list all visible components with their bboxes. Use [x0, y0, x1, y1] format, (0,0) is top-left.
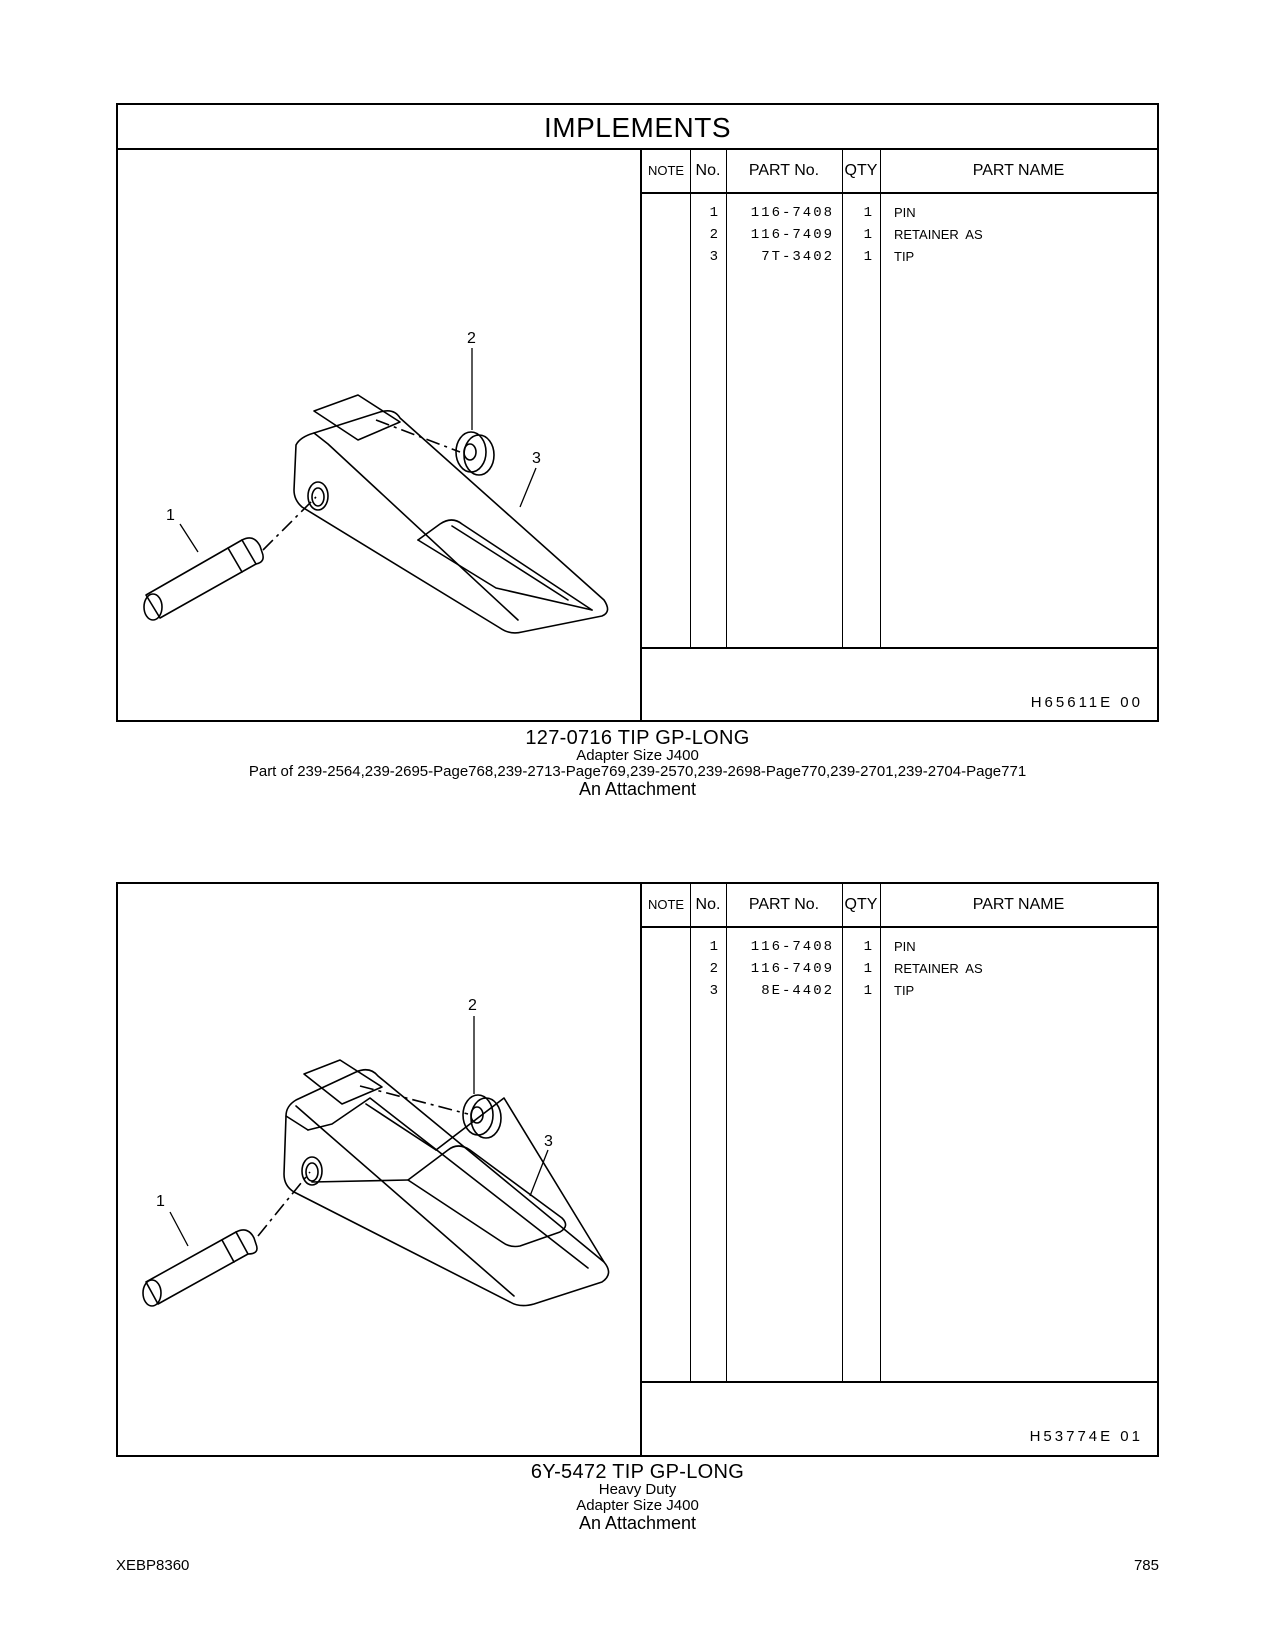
table-footer-rule [642, 647, 1157, 649]
part-name: TIP [894, 983, 915, 998]
callout-label: 1 [166, 507, 175, 524]
item-no: 3 [709, 983, 718, 999]
quantity: 1 [863, 983, 872, 999]
caption-line: Heavy Duty [598, 1481, 677, 1498]
caption-line: Part of 239-2564,239-2695-Page768,239-2713-Page769,239-2570,239-2698-Page770,239-2701,239-2704-Page771 [248, 763, 1027, 780]
header-qty: QTY [844, 162, 878, 179]
caption-1 [0, 728, 1275, 798]
callout-label: 2 [468, 997, 477, 1014]
table-row [642, 204, 1157, 226]
part-name: RETAINER AS [894, 227, 983, 242]
parts-rows [642, 938, 1157, 1004]
header-no: No. [695, 896, 721, 913]
callout-label: 1 [156, 1193, 165, 1210]
parts-table-1 [640, 150, 1157, 720]
drawing-number: H53774E 01 [1029, 1428, 1143, 1445]
callout-label: 3 [532, 450, 541, 467]
quantity: 1 [863, 249, 872, 265]
header-part-no: PART No. [748, 896, 820, 913]
parts-illustration-1 [118, 150, 640, 722]
caption-line: Adapter Size J400 [576, 1497, 699, 1514]
section-title: IMPLEMENTS [118, 105, 1157, 150]
callout-label: 3 [544, 1133, 553, 1150]
attachment-label: An Attachment [578, 779, 697, 799]
table-row [642, 248, 1157, 270]
attachment-label: An Attachment [578, 1513, 697, 1533]
parts-frame-1 [116, 103, 1159, 722]
quantity: 1 [863, 205, 872, 221]
table-row [642, 982, 1157, 1004]
caption-2 [0, 1462, 1275, 1532]
assembly-title: 6Y-5472 TIP GP-LONG [530, 1461, 745, 1483]
part-number: 116-7408 [750, 205, 834, 221]
header-part-name: PART NAME [972, 896, 1065, 913]
parts-frame-2 [116, 882, 1159, 1457]
parts-illustration-2 [118, 884, 640, 1455]
quantity: 1 [863, 961, 872, 977]
table-row [642, 226, 1157, 248]
header-no: No. [695, 162, 721, 179]
parts-table-2 [640, 884, 1157, 1455]
part-name: PIN [894, 205, 916, 220]
part-number: 8E-4402 [761, 983, 834, 999]
part-name: RETAINER AS [894, 961, 983, 976]
header-part-no: PART No. [748, 162, 820, 179]
item-no: 1 [709, 939, 718, 955]
document-id: XEBP8360 [116, 1557, 190, 1574]
quantity: 1 [863, 939, 872, 955]
part-number: 116-7409 [750, 961, 834, 977]
header-note: NOTE [647, 897, 685, 912]
table-header [642, 884, 1157, 928]
header-part-name: PART NAME [972, 162, 1065, 179]
item-no: 2 [709, 227, 718, 243]
caption-line: Adapter Size J400 [576, 747, 699, 764]
table-row [642, 960, 1157, 982]
table-footer-rule [642, 1381, 1157, 1383]
part-name: TIP [894, 249, 915, 264]
tip-assembly-drawing-2 [118, 884, 640, 1455]
header-note: NOTE [647, 163, 685, 178]
part-name: PIN [894, 939, 916, 954]
assembly-title: 127-0716 TIP GP-LONG [525, 727, 750, 749]
table-row [642, 938, 1157, 960]
header-qty: QTY [844, 896, 878, 913]
part-number: 116-7409 [750, 227, 834, 243]
part-number: 7T-3402 [761, 249, 834, 265]
callout-label: 2 [467, 330, 476, 347]
drawing-number: H65611E 00 [1030, 694, 1143, 711]
part-number: 116-7408 [750, 939, 834, 955]
quantity: 1 [863, 227, 872, 243]
page-number: 785 [1133, 1557, 1159, 1574]
parts-rows [642, 204, 1157, 270]
table-header [642, 150, 1157, 194]
item-no: 2 [709, 961, 718, 977]
tip-assembly-drawing-1 [118, 150, 640, 722]
item-no: 3 [709, 249, 718, 265]
item-no: 1 [709, 205, 718, 221]
